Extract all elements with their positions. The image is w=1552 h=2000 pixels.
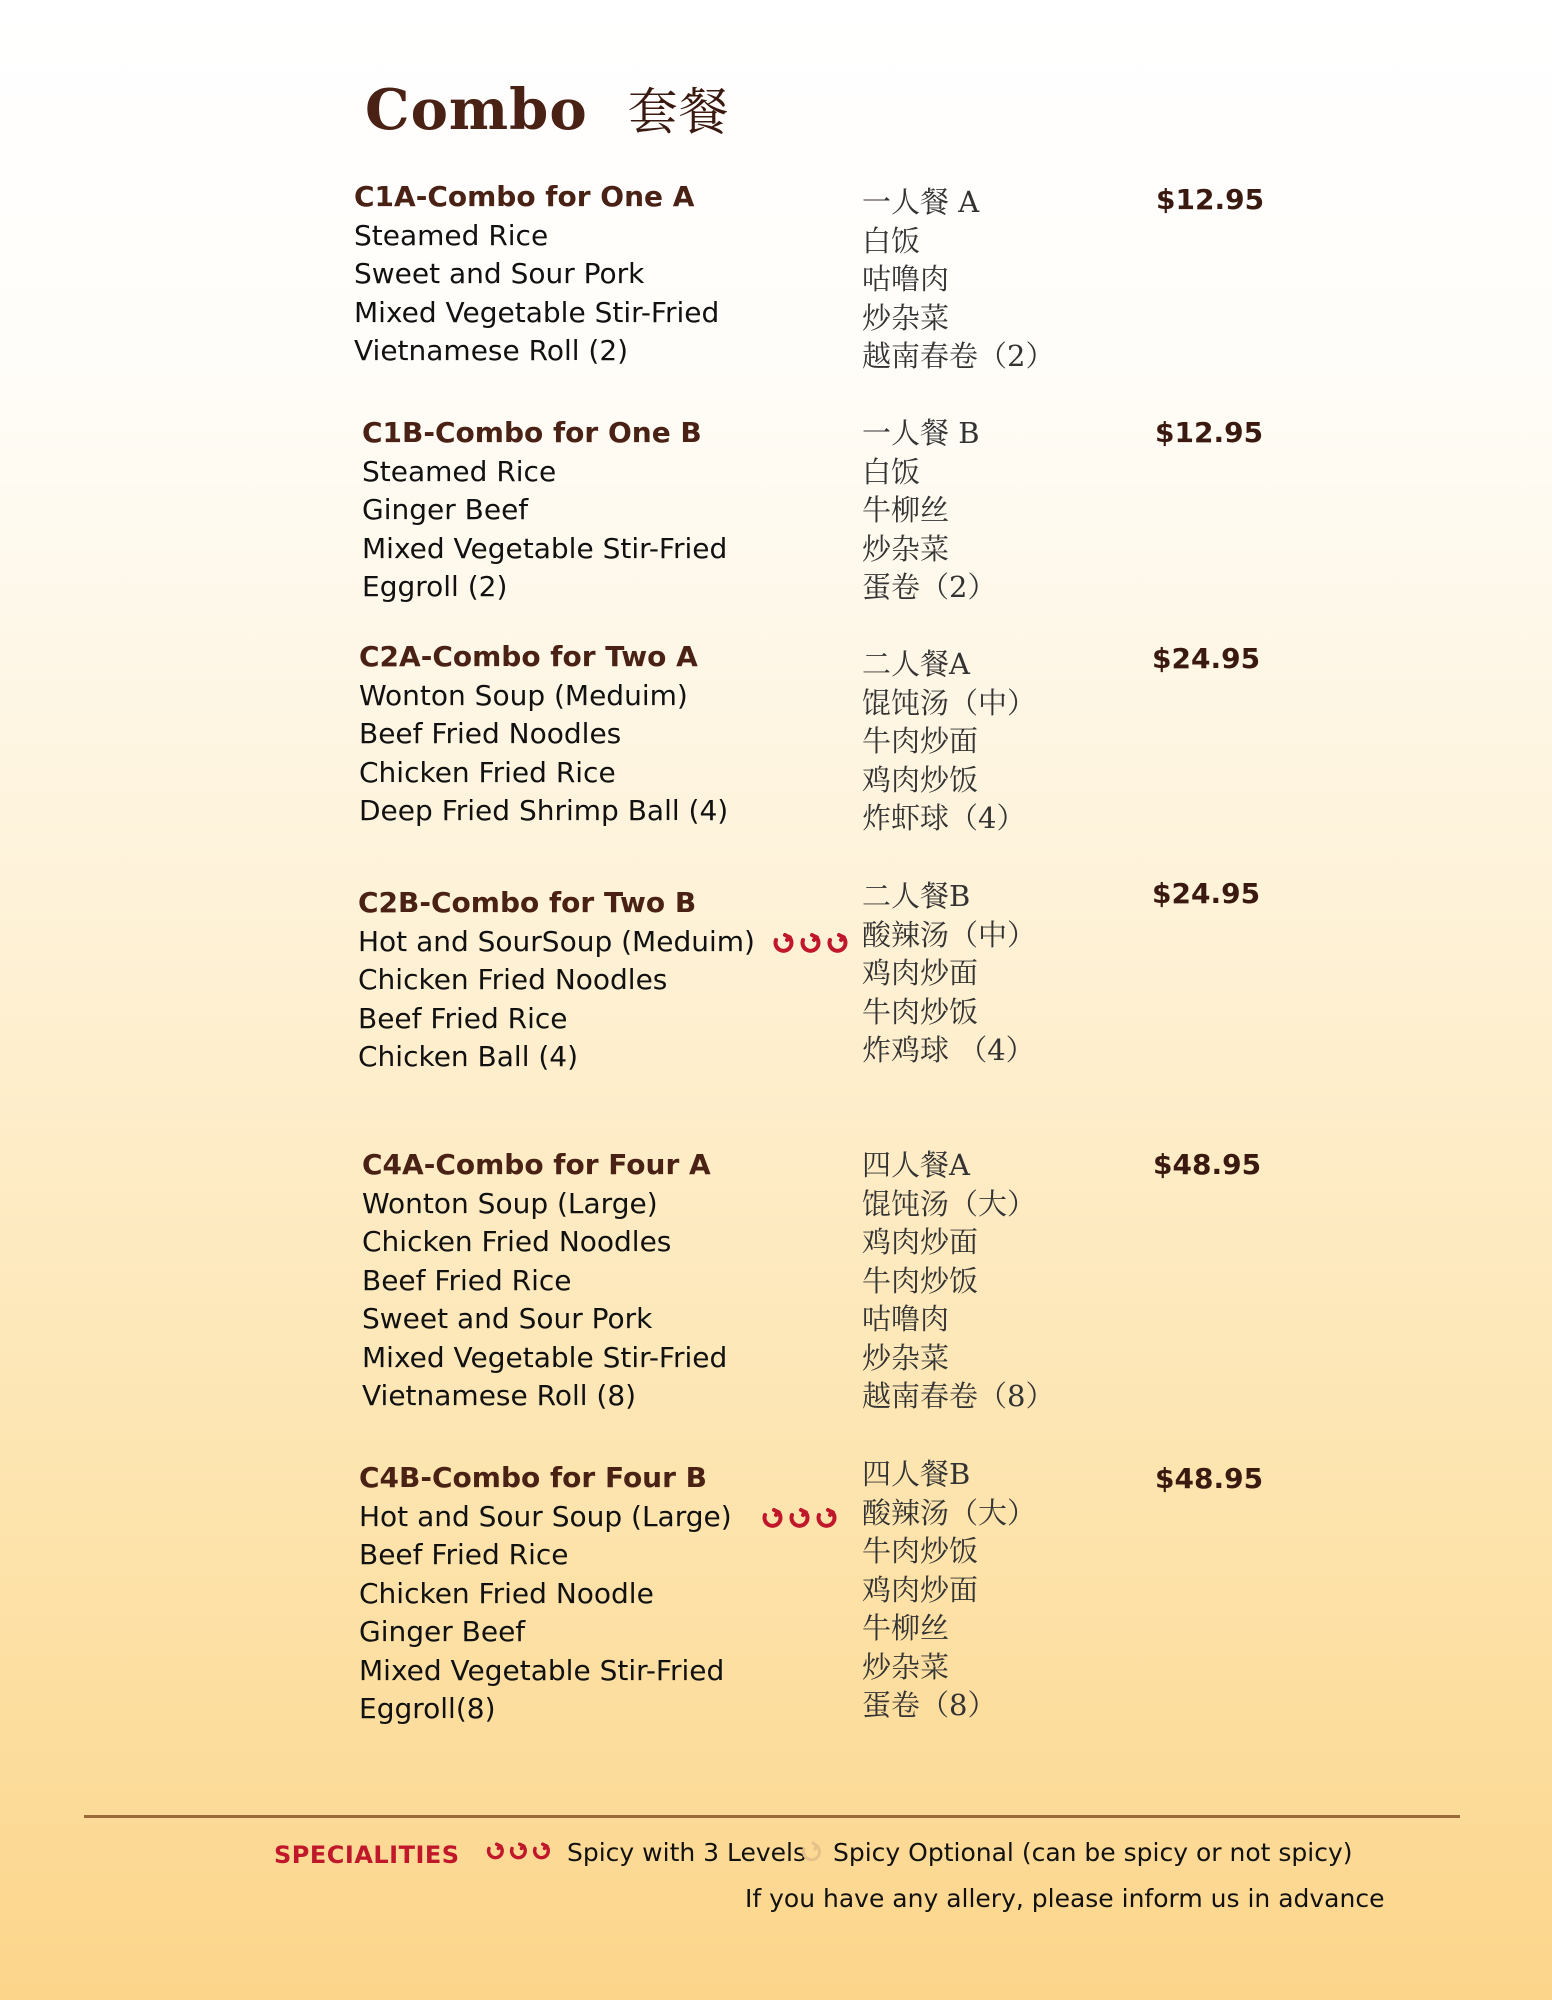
combo-item: Mixed Vegetable Stir-Fried [354, 295, 720, 329]
title-en: Combo [365, 77, 588, 143]
combo-english [362, 414, 727, 607]
combo-cn-name: 四人餐A [862, 1148, 970, 1182]
title-cn: 套餐 [627, 83, 730, 141]
combo-price: $24.95 [1152, 642, 1261, 675]
combo-item: Deep Fried Shrimp Ball (4) [359, 794, 729, 827]
specialities-label: SPECIALITIES [274, 1841, 460, 1869]
legend-spicy [483, 1838, 806, 1869]
allergy-notice: If you have any allery, please inform us in advance [745, 1884, 1385, 1913]
combo-item-text: Hot and Sour Soup (Large) [359, 1499, 732, 1533]
combo-cn-item: 炒杂菜 [862, 531, 950, 566]
combo-item: Chicken Fried Noodle [359, 1576, 654, 1610]
combo-chinese [862, 1455, 1036, 1725]
combo-cn-item: 酸辣汤（大） [862, 1495, 1037, 1530]
combo-cn-item: 鸡肉炒面 [862, 1225, 979, 1259]
combo-item: Vietnamese Roll (2) [354, 334, 629, 367]
combo-cn-name: 四人餐B [862, 1457, 971, 1491]
combo-chinese [862, 183, 1054, 376]
combo-name: C1B-Combo for One B [362, 416, 702, 449]
combo-item: Beef Fried Rice [362, 1263, 572, 1297]
combo-cn-item: 蛋卷（8） [862, 1688, 997, 1722]
spicy-3-levels-icon [483, 1839, 553, 1869]
combo-item: Eggroll(8) [359, 1692, 496, 1725]
combo-cn-name: 二人餐B [862, 879, 971, 913]
combo-cn-item: 鸡肉炒饭 [862, 762, 979, 797]
combo-cn-item: 蛋卷（2） [862, 570, 997, 604]
combo-item: Wonton Soup (Meduim) [359, 678, 688, 712]
combo-cn-item: 牛柳丝 [862, 493, 950, 527]
combo-cn-item: 炒杂菜 [862, 300, 950, 335]
combo-cn-item: 白饭 [862, 454, 921, 489]
combo-item: Ginger Beef [359, 1615, 526, 1648]
legend-optional [797, 1838, 1353, 1870]
combo-item: Mixed Vegetable Stir-Fried [359, 1653, 725, 1687]
spicy-3-levels-icon [769, 930, 851, 956]
combo-cn-item: 鸡肉炒面 [862, 956, 979, 990]
combo-cn-item: 越南春卷（8） [862, 1379, 1055, 1413]
combo-name: C4A-Combo for Four A [362, 1148, 711, 1181]
combo-cn-name: 二人餐A [862, 647, 970, 681]
combo-price: $12.95 [1155, 416, 1264, 449]
combo-item: Chicken Fried Noodles [358, 963, 668, 996]
combo-english [359, 638, 728, 831]
combo-item: Wonton Soup (Large) [362, 1186, 658, 1220]
combo-chinese [862, 1146, 1054, 1416]
combo-price: $48.95 [1155, 1462, 1264, 1495]
combo-chinese [862, 877, 1036, 1070]
combo-english [359, 1459, 840, 1729]
spicy-optional-icon [797, 1838, 823, 1870]
combo-cn-item: 炒杂菜 [862, 1649, 950, 1684]
combo-item: Mixed Vegetable Stir-Fried [362, 531, 728, 565]
combo-cn-item: 咕噜肉 [862, 262, 950, 296]
combo-item: Chicken Fried Noodles [362, 1225, 672, 1258]
legend-spicy-text: Spicy with 3 Levels [567, 1838, 807, 1867]
combo-cn-item: 牛肉炒面 [862, 724, 979, 758]
combo-cn-item: 牛肉炒饭 [862, 994, 979, 1029]
combo-item-text: Hot and SourSoup (Meduim) [358, 924, 755, 958]
combo-english [362, 1146, 727, 1416]
combo-cn-item: 牛柳丝 [862, 1611, 950, 1645]
combo-cn-item: 越南春卷（2） [862, 339, 1055, 373]
combo-item: Beef Fried Rice [358, 1001, 568, 1035]
combo-item: Chicken Fried Rice [359, 755, 616, 789]
combo-price: $12.95 [1156, 183, 1265, 216]
combo-cn-item: 酸辣汤（中） [862, 917, 1037, 952]
page-title [365, 72, 730, 144]
combo-price: $48.95 [1153, 1148, 1262, 1181]
combo-cn-item: 炸鸡球 （4） [862, 1033, 1035, 1067]
combo-cn-item: 牛肉炒饭 [862, 1263, 979, 1298]
footer-divider [84, 1815, 1460, 1818]
combo-item: Steamed Rice [362, 454, 557, 488]
combo-item: Mixed Vegetable Stir-Fried [362, 1340, 728, 1374]
combo-name: C4B-Combo for Four B [359, 1461, 708, 1494]
combo-cn-name: 一人餐 B [862, 416, 980, 450]
combo-item: Beef Fried Noodles [359, 717, 622, 750]
combo-cn-name: 一人餐 A [862, 185, 980, 219]
legend-optional-text: Spicy Optional (can be spicy or not spicy) [833, 1838, 1353, 1867]
combo-item: Sweet and Sour Pork [354, 257, 645, 290]
combo-cn-item: 炸虾球（4） [862, 801, 1026, 835]
combo-chinese [862, 414, 996, 607]
combo-item [358, 923, 851, 962]
combo-item: Vietnamese Roll (8) [362, 1379, 637, 1412]
combo-cn-item: 炒杂菜 [862, 1340, 950, 1375]
combo-cn-item: 鸡肉炒面 [862, 1572, 979, 1607]
combo-english [354, 178, 719, 371]
combo-cn-item: 馄饨汤（大） [862, 1186, 1037, 1221]
combo-cn-item: 馄饨汤（中） [862, 685, 1037, 720]
spicy-3-levels-icon [758, 1505, 840, 1531]
combo-item [359, 1498, 840, 1537]
combo-item: Ginger Beef [362, 493, 529, 526]
combo-cn-item: 牛肉炒饭 [862, 1534, 979, 1568]
combo-item: Steamed Rice [354, 218, 549, 252]
combo-cn-item: 咕噜肉 [862, 1302, 950, 1336]
combo-english [358, 884, 851, 1077]
combo-item: Beef Fried Rice [359, 1538, 569, 1571]
combo-name: C1A-Combo for One A [354, 180, 695, 213]
combo-chinese [862, 645, 1036, 838]
combo-cn-item: 白饭 [862, 223, 921, 258]
combo-price: $24.95 [1152, 877, 1261, 910]
combo-name: C2B-Combo for Two B [358, 886, 697, 919]
combo-item: Eggroll (2) [362, 570, 508, 603]
combo-name: C2A-Combo for Two A [359, 640, 698, 673]
combo-item: Sweet and Sour Pork [362, 1302, 653, 1335]
combo-item: Chicken Ball (4) [358, 1040, 579, 1073]
